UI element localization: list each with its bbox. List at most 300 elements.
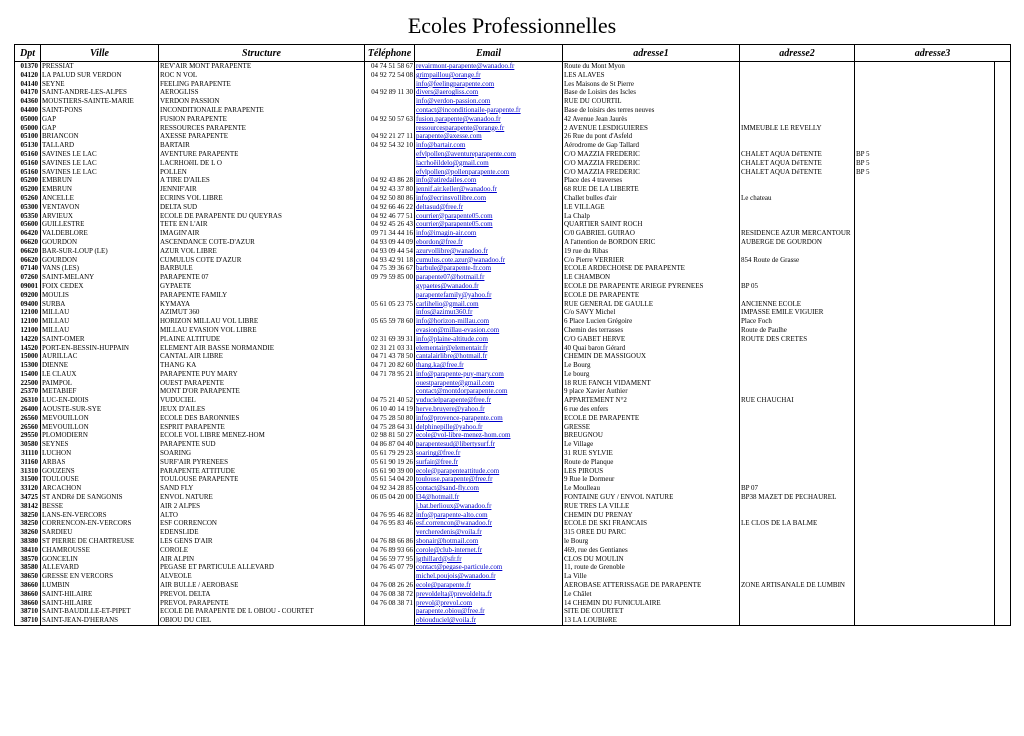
cell-adresse3 — [855, 563, 1011, 572]
cell-structure: ECOLE DES BARONNIES — [159, 414, 365, 423]
cell-dpt: 25370 — [15, 387, 41, 396]
cell-email-link[interactable]: delphinepille@yahoo.fr — [415, 423, 563, 432]
cell-adresse2 — [740, 405, 855, 414]
cell-ville: GUILLESTRE — [41, 220, 159, 229]
cell-ville: VANS (LES) — [41, 264, 159, 273]
table-row — [15, 458, 1011, 467]
cell-email-link[interactable]: divers@aerogliss.com — [415, 88, 563, 97]
cell-structure: AZIMUT 360 — [159, 308, 365, 317]
cell-email-link[interactable]: vuducielparapente@free.fr — [415, 396, 563, 405]
cell-telephone — [365, 616, 415, 625]
cell-structure: TETE EN L'AIR — [159, 220, 365, 229]
table-row — [15, 141, 1011, 150]
cell-adresse3-extra — [994, 212, 1011, 221]
cell-adresse3-main — [855, 344, 994, 353]
cell-adresse3-main: BP 5 — [856, 149, 870, 158]
cell-adresse1: La Chalp — [563, 212, 740, 221]
cell-email-link[interactable]: contact@inconditionaile-parapente.fr — [415, 106, 563, 115]
table-row — [15, 502, 1011, 511]
cell-adresse1: A l'attention de BORDON ERIC — [563, 238, 740, 247]
cell-adresse3 — [855, 264, 1011, 273]
cell-email-link[interactable]: jgthillard@sfr.fr — [415, 555, 563, 564]
cell-email-link[interactable]: efvlpollen@pollenparapente.com — [415, 168, 563, 177]
cell-telephone: 04 76 45 07 79 — [365, 563, 415, 572]
cell-email-link[interactable]: herve.bruyere@yahoo.fr — [415, 405, 563, 414]
cell-adresse1: Le Moulleau — [563, 484, 740, 493]
cell-adresse1: 42 Avenue Jean Jaurès — [563, 115, 740, 124]
cell-email-link[interactable]: gypaetes@wanadoo.fr — [415, 282, 563, 291]
cell-adresse3-extra — [994, 194, 1011, 203]
cell-structure: REV'AIR MONT PARAPENTE — [159, 62, 365, 71]
cell-email-link[interactable]: ressourcesparapente@orange.fr — [415, 124, 563, 133]
cell-telephone — [365, 326, 415, 335]
cell-adresse2: BP 05 — [740, 282, 855, 291]
cell-dpt: 05600 — [15, 220, 41, 229]
table-row — [15, 62, 1011, 71]
cell-email-link[interactable]: revairmont-parapente@wanadoo.fr — [415, 62, 563, 71]
cell-ville: PORT-EN-BESSIN-HUPPAIN — [41, 344, 159, 353]
cell-adresse3-extra — [994, 493, 1011, 502]
cell-adresse2: BP38 MAZET DE PECHAUREL — [740, 493, 855, 502]
cell-email-link[interactable]: info@parapente-puy-mary.com — [415, 370, 563, 379]
cell-email-link[interactable]: lacrhoêildelo@gmail.com — [415, 159, 563, 168]
cell-ville: SAINT-BAUDILLE-ET-PIPET — [41, 607, 159, 616]
cell-adresse3-main — [855, 132, 994, 141]
cell-email-link[interactable]: parapente.obiou@free.fr — [415, 607, 563, 616]
cell-adresse3 — [855, 282, 1011, 291]
cell-adresse3-main — [855, 484, 994, 493]
cell-email-link[interactable]: obiouduciel@voila.fr — [415, 616, 563, 625]
cell-adresse3 — [855, 414, 1011, 423]
cell-adresse3-extra — [994, 379, 1011, 388]
cell-structure: EDENSLIDE — [159, 528, 365, 537]
cell-structure: PLAINE ALTITUDE — [159, 335, 365, 344]
cell-telephone: 02 31 69 39 31 — [365, 335, 415, 344]
cell-adresse3-main — [855, 423, 994, 432]
cell-email-link[interactable]: l34@hotmail.fr — [415, 493, 563, 502]
cell-adresse3-extra — [994, 238, 1011, 247]
cell-adresse1: ECOLE DE PARAPENTE — [563, 291, 740, 300]
page-title: Ecoles Professionnelles — [407, 13, 617, 38]
table-row — [15, 414, 1011, 423]
cell-ville: GOURDON — [41, 256, 159, 265]
cell-ville: MILLAU — [41, 317, 159, 326]
cell-email-link[interactable]: carlihelio@gmail.com — [415, 300, 563, 309]
cell-adresse1: 9 Rue le Dormeur — [563, 475, 740, 484]
cell-adresse3 — [855, 361, 1011, 370]
cell-structure: AVENTURE PARAPENTE — [159, 150, 365, 159]
cell-adresse3 — [855, 159, 1011, 168]
cell-email-link[interactable]: ebordon@free.fr — [415, 238, 563, 247]
cell-adresse3-extra — [994, 106, 1011, 115]
cell-adresse1: Chemin des terrasses — [563, 326, 740, 335]
cell-email-link[interactable]: ecole@parapente.fr — [415, 581, 563, 590]
cell-adresse3-main — [855, 475, 994, 484]
cell-adresse3-extra — [994, 467, 1011, 476]
cell-email-link[interactable]: info@horizon-millau.com — [415, 317, 563, 326]
cell-ville: MILLAU — [41, 326, 159, 335]
cell-structure: PARAPENTE ATTITUDE — [159, 467, 365, 476]
cell-email-link[interactable]: info@parapente-alto.com — [415, 511, 563, 520]
table-row — [15, 405, 1011, 414]
cell-adresse3-main — [855, 203, 994, 212]
cell-email-link[interactable]: info@imagin-air.com — [415, 229, 563, 238]
table-row — [15, 335, 1011, 344]
table-row — [15, 308, 1011, 317]
cell-email-link[interactable]: parapente07@hotmail.fr — [415, 273, 563, 282]
cell-ville: SAINT-MELANY — [41, 273, 159, 282]
cell-telephone: 09 71 34 44 16 — [365, 229, 415, 238]
cell-adresse2 — [740, 572, 855, 581]
cell-adresse3-extra — [994, 264, 1011, 273]
cell-ville: BESSE — [41, 502, 159, 511]
cell-adresse1: GRESSE — [563, 423, 740, 432]
cell-dpt: 05350 — [15, 212, 41, 221]
table-row — [15, 361, 1011, 370]
cell-adresse2: ROUTE DES CRETES — [740, 335, 855, 344]
table-row — [15, 256, 1011, 265]
table-row — [15, 599, 1011, 608]
cell-adresse3-main — [855, 607, 994, 616]
cell-adresse1: LE CHAMBON — [563, 273, 740, 282]
cell-email-link[interactable]: deltasud@free.fr — [415, 203, 563, 212]
cell-email-link[interactable]: info@provence-parapente.com — [415, 414, 563, 423]
cell-email-link[interactable]: esf.correncon@wanadoo.fr — [415, 519, 563, 528]
cell-email-link[interactable]: toulouse.parapente@free.fr — [415, 475, 563, 484]
cell-adresse3-extra — [994, 423, 1011, 432]
table-row — [15, 185, 1011, 194]
cell-ville: DIENNE — [41, 361, 159, 370]
cell-email-link[interactable]: vercheredenis@voila.fr — [415, 528, 563, 537]
cell-adresse3-extra — [994, 159, 1011, 168]
cell-telephone: 04 76 08 26 26 — [365, 581, 415, 590]
cell-dpt: 05300 — [15, 203, 41, 212]
cell-email-link[interactable]: barbule@parapente-fr.com — [415, 264, 563, 273]
cell-dpt: 04120 — [15, 71, 41, 80]
cell-structure: COROLE — [159, 546, 365, 555]
cell-adresse3 — [855, 572, 1011, 581]
cell-structure: A TIRE D'AILES — [159, 176, 365, 185]
cell-ville: LUCHON — [41, 449, 159, 458]
cell-telephone: 06 05 04 20 00 — [365, 493, 415, 502]
cell-adresse1: Le Châlet — [563, 590, 740, 599]
cell-adresse3 — [855, 344, 1011, 353]
cell-adresse3 — [855, 238, 1011, 247]
cell-dpt: 09200 — [15, 291, 41, 300]
cell-adresse2 — [740, 176, 855, 185]
cell-dpt: 05200 — [15, 185, 41, 194]
cell-adresse3 — [855, 256, 1011, 265]
cell-dpt: 26560 — [15, 414, 41, 423]
cell-email-link[interactable]: courrier@parapente05.com — [415, 220, 563, 229]
cell-dpt: 15400 — [15, 370, 41, 379]
cell-adresse3 — [855, 511, 1011, 520]
cell-adresse2: RUE CHAUCHAI — [740, 396, 855, 405]
cell-dpt: 34725 — [15, 493, 41, 502]
cell-adresse1: AEROBASE ATTERISSAGE DE PARAPENTE — [563, 581, 740, 590]
table-row — [15, 326, 1011, 335]
cell-telephone: 05 61 54 04 20 — [365, 475, 415, 484]
cell-email-link[interactable]: cantalairlibre@hotmail.fr — [415, 352, 563, 361]
cell-email-link[interactable]: parapente@axesse.com — [415, 132, 563, 141]
cell-adresse3-main — [855, 273, 994, 282]
cell-email-link[interactable]: corole@club-internet.fr — [415, 546, 563, 555]
table-row — [15, 370, 1011, 379]
cell-telephone — [365, 168, 415, 177]
cell-structure: ECOLE DE PARAPENTE DE L OBIOU - COURTET — [159, 607, 365, 616]
cell-email-link[interactable]: ecole@vol-libre-menez-hom.com — [415, 431, 563, 440]
table-row — [15, 212, 1011, 221]
cell-telephone: 06 10 40 14 19 — [365, 405, 415, 414]
cell-dpt: 38250 — [15, 519, 41, 528]
cell-dpt: 04400 — [15, 106, 41, 115]
cell-ville: SEYNES — [41, 440, 159, 449]
cell-email-link[interactable]: contact@montdorparapente.com — [415, 387, 563, 396]
cell-telephone: 09 79 59 85 00 — [365, 273, 415, 282]
cell-email-link[interactable]: efvlpollen@aventureparapente.com — [415, 150, 563, 159]
cell-email-link[interactable]: grimpaillou@orange.fr — [415, 71, 563, 80]
table-row — [15, 440, 1011, 449]
cell-adresse3 — [855, 475, 1011, 484]
cell-email-link[interactable]: info@feelingparapente.com — [415, 80, 563, 89]
cell-dpt: 38570 — [15, 555, 41, 564]
cell-adresse3-extra — [994, 581, 1011, 590]
cell-adresse3-extra — [994, 300, 1011, 309]
cell-email-link[interactable]: prevol@prevol.com — [415, 599, 563, 608]
cell-telephone: 04 75 28 64 31 — [365, 423, 415, 432]
cell-email-link[interactable]: fusion.parapente@wanadoo.fr — [415, 115, 563, 124]
cell-ville: SARDIEU — [41, 528, 159, 537]
cell-ville: TOULOUSE — [41, 475, 159, 484]
cell-telephone: 04 86 87 04 40 — [365, 440, 415, 449]
cell-adresse3-main — [855, 546, 994, 555]
cell-ville: SAVINES LE LAC — [41, 150, 159, 159]
cell-email-link[interactable]: elementair@elementair.fr — [415, 344, 563, 353]
cell-structure: VERDON PASSION — [159, 97, 365, 106]
cell-email-link[interactable]: azurvollibre@wanadoo.fr — [415, 247, 563, 256]
cell-adresse1: ECOLE DE PARAPENTE ARIEGE PYRENEES — [563, 282, 740, 291]
table-row — [15, 291, 1011, 300]
cell-telephone: 04 92 50 57 63 — [365, 115, 415, 124]
cell-adresse2 — [740, 344, 855, 353]
cell-adresse1: C/0 GABRIEL GUIRAO — [563, 229, 740, 238]
cell-adresse1: 6 Place Lucien Grégoire — [563, 317, 740, 326]
cell-adresse3-main — [855, 361, 994, 370]
cell-adresse3 — [855, 176, 1011, 185]
cell-adresse3 — [855, 484, 1011, 493]
cell-telephone: 04 92 21 27 11 — [365, 132, 415, 141]
cell-email-link[interactable]: thang.ka@free.fr — [415, 361, 563, 370]
cell-telephone: 05 61 79 29 23 — [365, 449, 415, 458]
cell-adresse3 — [855, 519, 1011, 528]
cell-ville: TALLARD — [41, 141, 159, 150]
cell-adresse3-extra — [994, 449, 1011, 458]
cell-adresse1: Le bourg — [563, 370, 740, 379]
cell-ville: LUC-EN-DIOIS — [41, 396, 159, 405]
cell-adresse3 — [855, 493, 1011, 502]
cell-email-link[interactable]: cumulus.cote.azur@wanadoo.fr — [415, 256, 563, 265]
cell-structure: AXESSE PARAPENTE — [159, 132, 365, 141]
cell-adresse2: CHALET AQUA DéTENTE — [740, 159, 855, 168]
cell-adresse3-extra — [994, 71, 1011, 80]
cell-email-link[interactable]: info@atiredailes.com — [415, 176, 563, 185]
cell-email-link[interactable]: ouestparapente@gmail.com — [415, 379, 563, 388]
cell-adresse3 — [855, 335, 1011, 344]
cell-dpt: 09001 — [15, 282, 41, 291]
cell-adresse3 — [855, 379, 1011, 388]
cell-adresse3 — [855, 326, 1011, 335]
cell-adresse3-extra — [994, 335, 1011, 344]
cell-structure: OBIOU DU CIEL — [159, 616, 365, 625]
cell-email-link[interactable]: info@ecrinsvollibre.com — [415, 194, 563, 203]
cell-email-link[interactable]: ecole@parapenteattitude.com — [415, 467, 563, 476]
cell-structure: DELTA SUD — [159, 203, 365, 212]
cell-adresse2 — [740, 264, 855, 273]
table-row — [15, 511, 1011, 520]
cell-email-link[interactable]: prevoldelta@prevoldelta.fr — [415, 590, 563, 599]
cell-email-link[interactable]: contact@pegase-particule.com — [415, 563, 563, 572]
cell-adresse2 — [740, 546, 855, 555]
cell-dpt: 38142 — [15, 502, 41, 511]
cell-dpt: 04170 — [15, 88, 41, 97]
cell-ville: SAINT-HILAIRE — [41, 599, 159, 608]
cell-ville: MEVOUILLON — [41, 423, 159, 432]
cell-adresse3-extra — [994, 97, 1011, 106]
cell-adresse3-extra — [994, 475, 1011, 484]
cell-dpt: 15300 — [15, 361, 41, 370]
cell-adresse3-main — [855, 238, 994, 247]
cell-adresse1: C/o Pierre VERRIER — [563, 256, 740, 265]
cell-adresse3 — [855, 581, 1011, 590]
cell-dpt: 31160 — [15, 458, 41, 467]
cell-adresse3 — [855, 599, 1011, 608]
cell-adresse3-main — [855, 440, 994, 449]
cell-telephone: 04 93 42 91 18 — [365, 256, 415, 265]
table-row — [15, 467, 1011, 476]
cell-telephone — [365, 502, 415, 511]
cell-adresse3-extra — [994, 528, 1011, 537]
cell-adresse2 — [740, 106, 855, 115]
cell-email-link[interactable]: j.bat.berlioux@wanadoo.fr — [415, 502, 563, 511]
cell-ville: MILLAU — [41, 308, 159, 317]
cell-telephone — [365, 150, 415, 159]
cell-dpt: 38650 — [15, 572, 41, 581]
cell-adresse1: LES PIROUS — [563, 467, 740, 476]
cell-structure: PARAPENTE SUD — [159, 440, 365, 449]
cell-structure: ALVEOLE — [159, 572, 365, 581]
cell-structure: LACRHOêIL DE L O — [159, 159, 365, 168]
cell-dpt: 06620 — [15, 256, 41, 265]
cell-email-link[interactable]: surfair@free.fr — [415, 458, 563, 467]
table-row — [15, 124, 1011, 133]
cell-adresse2 — [740, 203, 855, 212]
cell-telephone: 04 92 43 86 28 — [365, 176, 415, 185]
cell-adresse1: APPARTEMENT N°2 — [563, 396, 740, 405]
cell-structure: AEROGLISS — [159, 88, 365, 97]
cell-adresse2 — [740, 616, 855, 625]
cell-adresse1: QUARTIER SAINT ROCH — [563, 220, 740, 229]
cell-structure: FUSION PARAPENTE — [159, 115, 365, 124]
cell-email-link[interactable]: michel.poujois@wanadoo.fr — [415, 572, 563, 581]
cell-adresse3 — [855, 62, 1011, 71]
cell-adresse3-main — [855, 141, 994, 150]
cell-adresse3-extra — [994, 344, 1011, 353]
cell-adresse3 — [855, 431, 1011, 440]
cell-adresse2: Place Foch — [740, 317, 855, 326]
cell-email-link[interactable]: contact@sand-fly.com — [415, 484, 563, 493]
table-row — [15, 317, 1011, 326]
cell-adresse3-extra — [994, 124, 1011, 133]
cell-adresse3 — [855, 203, 1011, 212]
cell-adresse3-extra — [994, 80, 1011, 89]
cell-telephone — [365, 308, 415, 317]
cell-adresse3 — [855, 106, 1011, 115]
cell-adresse3-extra — [994, 431, 1011, 440]
cell-structure: THANG KA — [159, 361, 365, 370]
cell-email-link[interactable]: jennif.air.keller@wanadoo.fr — [415, 185, 563, 194]
cell-adresse2 — [740, 607, 855, 616]
table-row — [15, 528, 1011, 537]
table-row — [15, 264, 1011, 273]
cell-email-link[interactable]: soaring@free.fr — [415, 449, 563, 458]
cell-structure: ECOLE DE PARAPENTE DU QUEYRAS — [159, 212, 365, 221]
cell-ville: GOURDON — [41, 238, 159, 247]
cell-adresse1: C/O MAZZIA FREDERIC — [563, 159, 740, 168]
cell-dpt: 38710 — [15, 616, 41, 625]
cell-email-link[interactable]: parapentefamily@yahoo.fr — [415, 291, 563, 300]
cell-adresse1: 315 OREE DU PARC — [563, 528, 740, 537]
cell-adresse3-main: BP 5 — [856, 167, 870, 176]
cell-email-link[interactable]: parapentesud@libertysurf.fr — [415, 440, 563, 449]
cell-adresse3-main — [855, 71, 994, 80]
cell-dpt: 05000 — [15, 115, 41, 124]
cell-adresse3-extra — [994, 484, 1011, 493]
cell-email-link[interactable]: info@bartair.com — [415, 141, 563, 150]
cell-adresse2 — [740, 467, 855, 476]
cell-adresse3-main — [855, 370, 994, 379]
cell-ville: SAINT-OMER — [41, 335, 159, 344]
cell-structure: JEUX D'AILES — [159, 405, 365, 414]
cell-ville: ARBAS — [41, 458, 159, 467]
cell-adresse3 — [855, 229, 1011, 238]
header-email: Email — [415, 45, 563, 62]
cell-adresse2 — [740, 440, 855, 449]
cell-email-link[interactable]: info@plaine-altitude.com — [415, 335, 563, 344]
cell-adresse3 — [855, 220, 1011, 229]
table-row — [15, 590, 1011, 599]
cell-email-link[interactable]: info@verdon-passion.com — [415, 97, 563, 106]
cell-adresse3 — [855, 502, 1011, 511]
cell-email-link[interactable]: infos@azimut360.fr — [415, 308, 563, 317]
cell-adresse1: 40 Quai baron Gérard — [563, 344, 740, 353]
cell-adresse3-extra — [994, 168, 1011, 177]
cell-telephone — [365, 282, 415, 291]
table-row — [15, 247, 1011, 256]
cell-email-link[interactable]: evasion@millau-evasion.com — [415, 326, 563, 335]
header-ville: Ville — [41, 45, 159, 62]
cell-structure: RESSOURCES PARAPENTE — [159, 124, 365, 133]
cell-adresse3 — [855, 80, 1011, 89]
cell-telephone: 05 61 90 39 00 — [365, 467, 415, 476]
cell-email-link[interactable]: courrier@parapente05.com — [415, 212, 563, 221]
cell-adresse2: CHALET AQUA DéTENTE — [740, 150, 855, 159]
cell-adresse2: Route de Paulhe — [740, 326, 855, 335]
cell-adresse3-main — [855, 379, 994, 388]
cell-email-link[interactable]: sbonair@hotmail.com — [415, 537, 563, 546]
cell-adresse2 — [740, 449, 855, 458]
table-row — [15, 484, 1011, 493]
cell-adresse2 — [740, 590, 855, 599]
